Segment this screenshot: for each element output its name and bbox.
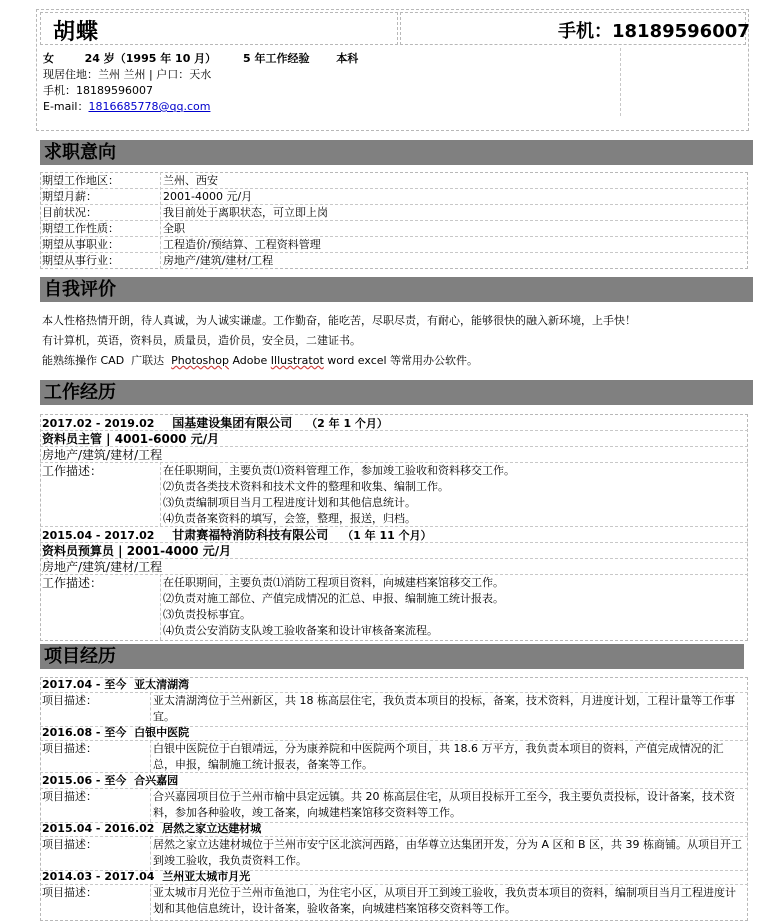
intent-label: 目前状况：: [42, 206, 97, 219]
project-desc-label: 项目描述：: [42, 742, 97, 755]
section-job-intent: 求职意向: [40, 140, 753, 165]
project-name: 亚太清湖湾: [134, 678, 190, 691]
project-desc-label: 项目描述：: [42, 694, 97, 707]
project-header: [42, 773, 178, 789]
project-desc: 亚太城市月光位于兰州市鱼池口，为住宅小区，从项目开工到竣工验收，我负责本项目的资料，编制项目当月工程进度计划和其他信息统计，设计备案，验收备案，向城建档案馆移交资料等工作。: [153, 886, 736, 915]
work-industry: 房地产/建筑/建材/工程: [42, 560, 163, 574]
intent-label: 期望月薪：: [42, 190, 97, 203]
project-period: 2015.06 - 至今: [42, 774, 127, 787]
project-period: 2015.04 - 2016.02: [42, 822, 155, 835]
work-period: 2017.02 - 2019.02: [42, 417, 155, 430]
project-desc-label: 项目描述：: [42, 886, 97, 899]
project-desc: 白银中医院位于白银靖远，分为康养院和中医院两个项目，共 18.6 万平方，我负责本项目的资料，产值完成情况的汇总，申报，编制施工统计报表，备案等工作。: [153, 742, 724, 771]
project-period: 2016.08 - 至今: [42, 726, 127, 739]
project-name: 兰州亚太城市月光: [162, 870, 251, 883]
email-link[interactable]: 1816685778@qq.com: [88, 100, 211, 113]
project-desc: 居然之家立达建材城位于兰州市安宁区北滨河西路，由华尊立达集团开发，分为 A 区和 B 区，共 39 栋商铺。从项目开工到竣工验收，我负责资料工作。: [153, 838, 743, 867]
work-company: 国基建设集团有限公司: [172, 416, 293, 430]
project-name: 合兴嘉园: [134, 774, 179, 787]
intent-label: 期望工作性质：: [42, 222, 119, 235]
section-self-eval: 自我评价: [40, 277, 753, 302]
work-desc-line: ⑵负责对施工部位、产值完成情况的汇总、申报、编制施工统计报表。: [163, 592, 504, 605]
work-desc-label: 工作描述：: [42, 576, 103, 590]
project-header: [42, 725, 189, 741]
project-header: [42, 677, 189, 693]
project-name: 居然之家立达建材城: [162, 822, 262, 835]
intent-value: 2001-4000 元/月: [163, 190, 253, 203]
intent-label: 期望从事职业：: [42, 238, 119, 251]
intent-value: 全职: [163, 222, 185, 235]
email-line: [43, 98, 210, 114]
basic-info-line: 女 24 岁（1995 年 10 月） 5 年工作经验 本科: [43, 52, 359, 65]
project-desc-label: 项目描述：: [42, 790, 97, 803]
work-desc-line: ⑶负责编制项目当月工程进度计划和其他信息统计。: [163, 496, 416, 509]
work-title: 资料员预算员 | 2001-4000 元/月: [42, 544, 232, 558]
email-label: E-mail：: [43, 100, 89, 113]
section-work: 工作经历: [40, 380, 753, 405]
intent-value: 工程造价/预结算、工程资料管理: [163, 238, 321, 251]
work-desc-line: 在任职期间，主要负责⑴消防工程项目资料，向城建档案馆移交工作。: [163, 576, 504, 589]
project-period: 2017.04 - 至今: [42, 678, 127, 691]
work-header: [42, 527, 432, 543]
work-desc-line: ⑶负责投标事宜。: [163, 608, 251, 621]
intent-value: 兰州、西安: [163, 174, 218, 187]
phone-headline: 手机：18189596007: [558, 21, 750, 42]
project-name: 白银中医院: [134, 726, 190, 739]
intent-value: 我目前处于离职状态，可立即上岗: [163, 206, 328, 219]
work-desc-line: 在任职期间，主要负责⑴资料管理工作，参加竣工验收和资料移交工作。: [163, 464, 515, 477]
project-header: [42, 821, 261, 837]
phone-line: 手机：18189596007: [43, 84, 153, 97]
work-desc-line: ⑵负责各类技术资料和技术文件的整理和收集、编制工作。: [163, 480, 449, 493]
work-title: 资料员主管 | 4001-6000 元/月: [42, 432, 220, 446]
work-industry: 房地产/建筑/建材/工程: [42, 448, 163, 462]
project-desc: 合兴嘉园项目位于兰州市榆中县定远镇。共 20 栋高层住宅，从项目投标开工至今，我主要负责投标，设计备案，技术资料，参加各种验收，竣工备案，向城建档案馆移交资料等工作。: [153, 790, 735, 819]
work-desc-line: ⑷负责公安消防支队竣工验收备案和设计审核备案流程。: [163, 624, 438, 637]
intent-label: 期望从事行业：: [42, 254, 119, 267]
project-desc: 亚太清湖湾位于兰州新区，共 18 栋高层住宅，我负责本项目的投标，备案，技术资料，月进度计划，工程计量等工作事宜。: [153, 694, 735, 723]
work-header: [42, 415, 388, 431]
project-header: [42, 869, 250, 885]
intent-value: 房地产/建筑/建材/工程: [163, 254, 274, 267]
candidate-name: 胡蝶: [53, 20, 100, 45]
project-period: 2014.03 - 2017.04: [42, 870, 155, 883]
work-duration: （1 年 11 个月）: [342, 529, 432, 542]
self-eval-line-2: 有计算机，英语，资料员，质量员，造价员，安全员，二建证书。: [42, 334, 361, 347]
work-duration: （2 年 1 个月）: [306, 417, 388, 430]
self-eval-line-3: 能熟练操作 CAD 广联达 Photoshop Adobe Illustratot word excel 等常用办公软件。: [42, 354, 479, 367]
project-desc-label: 项目描述：: [42, 838, 97, 851]
location-line: 现居住地：兰州 兰州 | 户口：天水: [43, 68, 212, 81]
work-desc-line: ⑷负责备案资料的填写，会签，整理，报送，归档。: [163, 512, 416, 525]
work-company: 甘肃赛福特消防科技有限公司: [172, 528, 329, 542]
intent-label: 期望工作地区：: [42, 174, 119, 187]
work-desc-label: 工作描述：: [42, 464, 103, 478]
work-period: 2015.04 - 2017.02: [42, 529, 155, 542]
section-projects: 项目经历: [40, 644, 744, 669]
self-eval-line-1: 本人性格热情开朗，待人真诚，为人诚实谦虚。工作勤奋，能吃苦，尽职尽责，有耐心，能够很快的融入新环境，上手快！: [42, 314, 636, 327]
